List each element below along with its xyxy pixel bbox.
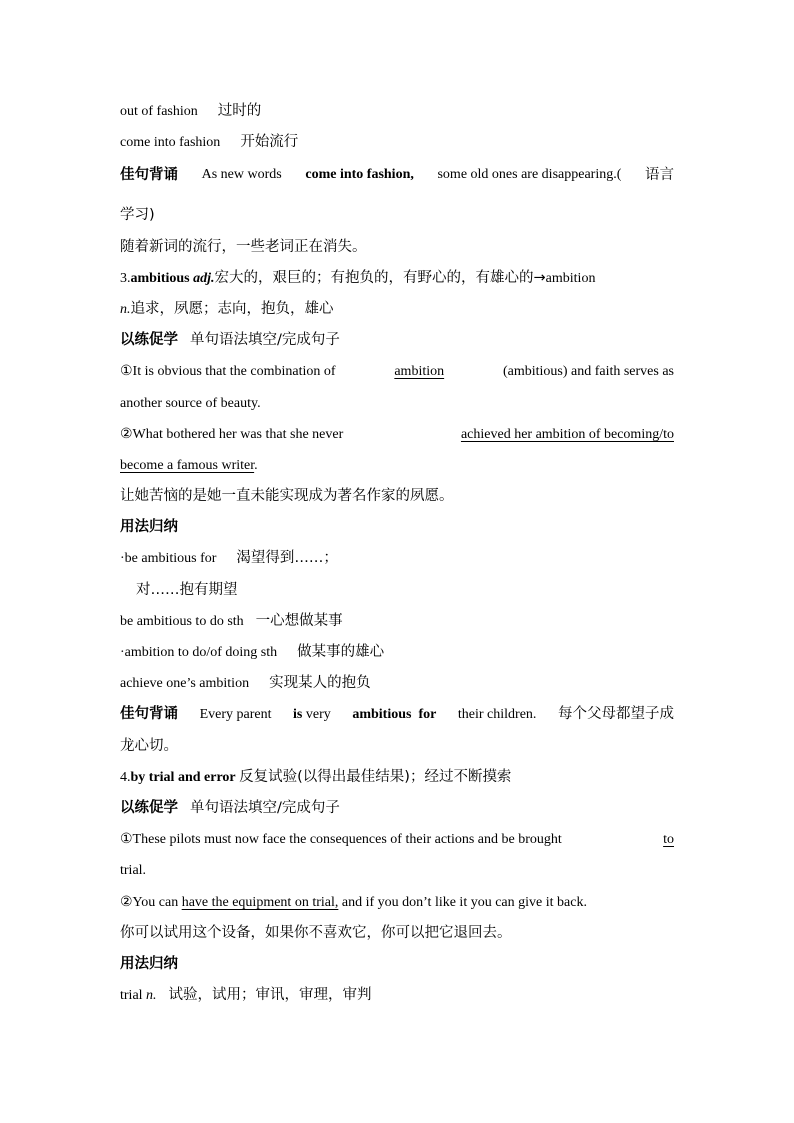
entry-pos: adj. bbox=[193, 270, 215, 286]
sentence-source-cont: 学习) bbox=[120, 207, 155, 224]
entry-number: 4. bbox=[120, 769, 131, 785]
usage-en: trial bbox=[120, 988, 143, 1004]
translation-text: 让她苦恼的是她一直未能实现成为著名作家的夙愿。 bbox=[120, 488, 454, 505]
sentence-text: very bbox=[305, 707, 331, 723]
section-label: 佳句背诵 bbox=[120, 167, 178, 184]
practice-heading-1 bbox=[120, 325, 674, 356]
entry-word: by trial and error bbox=[130, 769, 236, 785]
exercise-answer: to bbox=[663, 832, 674, 848]
entry-definition: 宏大的，艰巨的；有抱负的，有野心的，有雄心的→ bbox=[214, 269, 546, 286]
sentence-text: Every parent bbox=[199, 707, 272, 723]
exercise-1 bbox=[120, 356, 674, 387]
sentence-bold: ambitious for bbox=[352, 707, 437, 723]
section-label: 佳句背诵 bbox=[120, 706, 178, 723]
example-sentence-2-cont bbox=[120, 731, 674, 762]
entry-definition: 追求，夙愿；志向，抱负，雄心 bbox=[130, 300, 334, 317]
usage-item bbox=[120, 637, 674, 668]
usage-cn: 试验，试用；审讯，审理，审判 bbox=[168, 987, 372, 1004]
translation-text: 龙心切。 bbox=[120, 737, 178, 754]
section-label: 以练促学 bbox=[120, 332, 178, 349]
phrase-en: come into fashion bbox=[120, 135, 221, 151]
usage-en: ·ambition to do/of doing sth bbox=[120, 645, 278, 660]
example-sentence-2 bbox=[120, 699, 674, 730]
exercise-text: trial. bbox=[120, 863, 147, 879]
entry-related-word: ambition bbox=[545, 270, 596, 286]
translation-text: 随着新词的流行，一些老词正在消失。 bbox=[120, 238, 367, 255]
exercise-3 bbox=[120, 824, 674, 855]
document-page bbox=[120, 96, 674, 1011]
sentence-text: some old ones are disappearing.( bbox=[437, 167, 622, 183]
sentence-source: 语言 bbox=[645, 167, 674, 184]
practice-heading-2 bbox=[120, 793, 674, 824]
phrase-come-into-fashion bbox=[120, 127, 674, 158]
exercise-1-cont bbox=[120, 388, 674, 419]
section-subtitle: 单句语法填空/完成句子 bbox=[190, 332, 340, 349]
usage-heading-1 bbox=[120, 512, 674, 543]
exercise-2 bbox=[120, 419, 674, 450]
entry-number: 3. bbox=[120, 270, 131, 286]
sentence-bold: come into fashion, bbox=[305, 167, 414, 183]
exercise-text: another source of beauty. bbox=[120, 395, 261, 411]
example-sentence-1 bbox=[120, 158, 674, 200]
exercise-4 bbox=[120, 887, 674, 918]
exercise-text: ②What bothered her was that she never bbox=[120, 426, 344, 442]
sentence-bold: is bbox=[293, 707, 303, 723]
usage-cn: 对……抱有期望 bbox=[136, 581, 238, 598]
translation-1 bbox=[120, 232, 674, 263]
exercise-answer: have the equipment on trial, bbox=[181, 894, 339, 910]
exercise-text: ①These pilots must now face the consequences of their actions and be brought bbox=[120, 832, 562, 848]
section-label: 用法归纳 bbox=[120, 519, 178, 536]
exercise-text: ①It is obvious that the combination of bbox=[120, 364, 336, 380]
translation-2 bbox=[120, 481, 674, 512]
usage-en: ·be ambitious for bbox=[120, 551, 217, 567]
translation-3 bbox=[120, 918, 674, 949]
usage-cn: 实现某人的抱负 bbox=[269, 675, 371, 692]
entry-by-trial-and-error bbox=[120, 762, 674, 793]
phrase-out-of-fashion bbox=[120, 96, 674, 127]
phrase-cn: 开始流行 bbox=[240, 134, 299, 151]
translation-text: 你可以试用这个设备，如果你不喜欢它，你可以把它退回去。 bbox=[120, 924, 512, 941]
example-sentence-1-cont bbox=[120, 200, 674, 231]
section-label: 用法归纳 bbox=[120, 955, 178, 972]
exercise-3-cont bbox=[120, 855, 674, 886]
sentence-text: As new words bbox=[201, 167, 282, 183]
usage-cn: 做某事的雄心 bbox=[297, 644, 385, 660]
entry-ambitious bbox=[120, 263, 674, 294]
exercise-text: . bbox=[254, 457, 258, 473]
usage-en: achieve one’s ambition bbox=[120, 676, 250, 692]
exercise-text: and if you don’t like it you can give it back. bbox=[341, 894, 587, 910]
entry-word: ambitious bbox=[130, 270, 190, 286]
usage-en: be ambitious to do sth bbox=[120, 613, 244, 629]
entry-pos: n. bbox=[120, 301, 131, 317]
section-subtitle: 单句语法填空/完成句子 bbox=[190, 799, 340, 816]
entry-ambition bbox=[120, 294, 674, 325]
usage-item bbox=[120, 543, 674, 574]
exercise-2-cont bbox=[120, 450, 674, 481]
phrase-en: out of fashion bbox=[120, 104, 198, 119]
exercise-answer: ambition bbox=[394, 364, 445, 380]
section-label: 以练促学 bbox=[120, 799, 178, 816]
usage-cn: 渴望得到……； bbox=[236, 550, 338, 567]
exercise-answer: achieved her ambition of becoming/to bbox=[460, 426, 674, 442]
entry-definition: 反复试验(以得出最佳结果)；经过不断摸索 bbox=[239, 768, 512, 785]
usage-item bbox=[120, 980, 674, 1011]
exercise-answer: become a famous writer bbox=[120, 457, 255, 473]
exercise-text: (ambitious) and faith serves as bbox=[502, 364, 674, 380]
usage-item-cont bbox=[120, 575, 674, 606]
exercise-text: ②You can bbox=[120, 894, 179, 910]
usage-item bbox=[120, 606, 674, 637]
sentence-text: their children. bbox=[457, 707, 537, 723]
translation-text: 每个父母都望子成 bbox=[558, 706, 674, 723]
phrase-cn: 过时的 bbox=[217, 103, 262, 119]
usage-cn: 一心想做某事 bbox=[255, 612, 343, 629]
usage-item bbox=[120, 668, 674, 699]
entry-pos: n. bbox=[146, 988, 157, 1004]
usage-heading-2 bbox=[120, 949, 674, 980]
